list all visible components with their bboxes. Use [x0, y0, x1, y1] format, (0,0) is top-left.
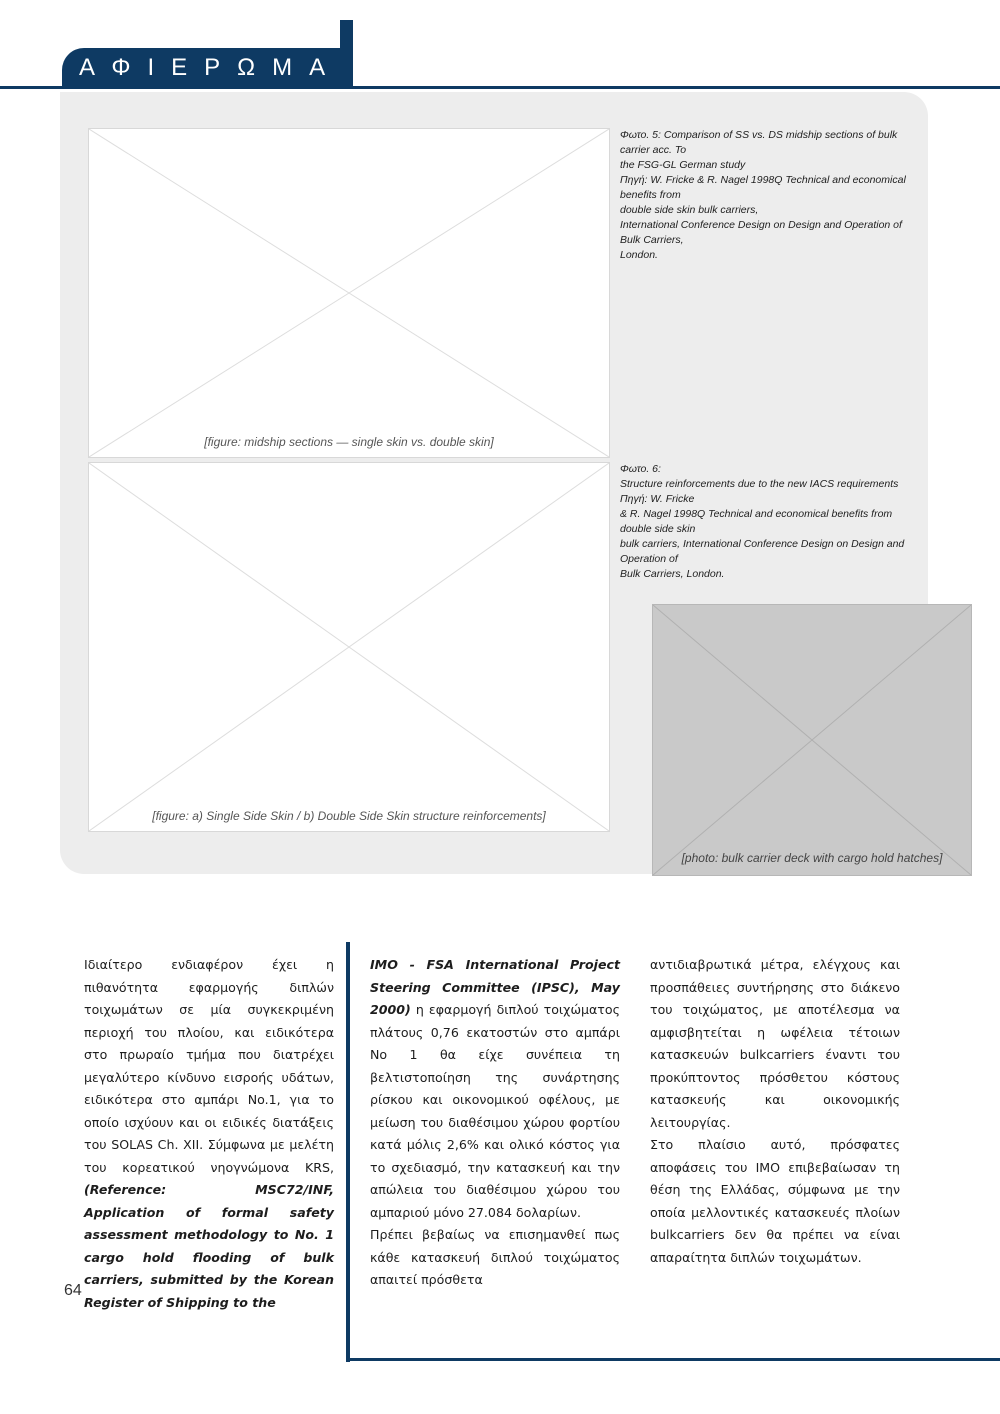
- caption-line: International Conference Design on Design and Operation of Bulk Carriers,: [620, 219, 902, 246]
- figure-placeholder-graphic: [89, 463, 609, 831]
- caption-line: bulk carriers, International Conference Design on Design and Operation of: [620, 538, 905, 565]
- article-column-1: [84, 954, 334, 1314]
- caption-line: Πηγή: W. Fricke & R. Nagel 1998Q Technical and economical benefits from: [620, 174, 906, 201]
- article-paragraph: αντιδιαβρωτικά μέτρα, ελέγχους και προσπάθειες συντήρησης στο διάκενο του τοιχώματος, με αποτέλεσμα να αμφισβητείται η ωφέλεια τέτοιων κατασκευών bulkcarriers έναντι του προκύπτοντος πρόσθετου κόστους κατασκευής και οικονομικής λειτουργίας.: [650, 957, 900, 1130]
- figure6-caption: [620, 462, 912, 582]
- header-rule: [0, 86, 1000, 89]
- paragraph-text: Ιδιαίτερο ενδιαφέρον έχει η πιθανότητα εφαρμογής διπλών τοιχωμάτων σε μία συγκεκριμένη περιοχή του πλοίου, και ειδικότερα στο πρωραίο τμήμα που διατρέχει μεγαλύτερο κίνδυνο εισροής υδάτων, ειδικότερα στο αμπάρι No.1, για το οποίο ισχύουν και οι ειδικές διατάξεις του SOLAS Ch. XII. Σύμφωνα με μελέτη του κορεατικού νηογνώμονα KRS,: [84, 957, 334, 1175]
- footer-rule: [346, 1358, 1000, 1361]
- caption-line: Structure reinforcements due to the new IACS requirements Πηγή: W. Fricke: [620, 478, 899, 505]
- figure5-caption: [620, 128, 910, 263]
- figure-midship-sections: [88, 128, 610, 458]
- article-paragraph: Πρέπει βεβαίως να επισημανθεί πως κάθε κατασκευή διπλού τοιχώματος απαιτεί πρόσθετα: [370, 1227, 620, 1287]
- photo-placeholder-graphic: [653, 605, 971, 875]
- photo-placeholder-label: [photo: bulk carrier deck with cargo hold hatches]: [681, 851, 943, 865]
- article-column-3: [650, 954, 900, 1269]
- caption-line: the FSG-GL German study: [620, 159, 746, 171]
- figure-structure-reinforcements: [88, 462, 610, 832]
- section-tab: [62, 48, 342, 86]
- figure-placeholder-label: [figure: a) Single Side Skin / b) Double Side Skin structure reinforcements]: [152, 809, 546, 823]
- caption-line: London.: [620, 249, 658, 261]
- article-paragraph: Στο πλαίσιο αυτό, πρόσφατες αποφάσεις του IMO επιβεβαίωσαν τη θέση της Ελλάδας, σύμφωνα με την οποία μελλοντικές κατασκευές πλοίων bulkcarriers δεν θα πρέπει να είναι απαραίτητα διπλών τοιχωμάτων.: [650, 1137, 900, 1265]
- caption-line: Φωτο. 5: Comparison of SS vs. DS midship sections of bulk carrier acc. To: [620, 129, 898, 156]
- caption-line: Φωτο. 6:: [620, 463, 661, 475]
- article-column-2: [370, 954, 620, 1292]
- column-divider: [346, 942, 350, 1362]
- ship-deck-photo: [652, 604, 972, 876]
- caption-line: double side skin bulk carriers,: [620, 204, 759, 216]
- figure-placeholder-graphic: [89, 129, 609, 457]
- article-paragraph: [370, 954, 620, 1224]
- paragraph-text: η εφαρμογή διπλού τοιχώματος πλάτους 0,76 εκατοστών στο αμπάρι No 1 θα είχε συνέπεια τη βελτιστοποίηση της συνάρτησης ρίσκου και οικονομικού οφέλους, με μείωση του διαθέσιμου χώρου φορτίου κατά μόλις 2,6% και ολικό κόστος για το σχεδιασμό, την κατασκευή και την απώλεια του διαθέσιμου χώρου του αμπαριού μόνο 27.084 δολαρίων.: [370, 1002, 620, 1220]
- reference-citation: IMO - FSA International Project Steering Committee (IPSC), May 2000): [370, 957, 620, 1017]
- caption-line: & R. Nagel 1998Q Technical and economical benefits from double side skin: [620, 508, 893, 535]
- article-paragraph: [84, 954, 334, 1314]
- caption-line: Bulk Carriers, London.: [620, 568, 725, 580]
- page-number: 64: [64, 1282, 82, 1299]
- section-title: ΑΦΙΕΡΩΜΑ: [79, 54, 343, 81]
- figure-placeholder-label: [figure: midship sections — single skin vs. double skin]: [204, 435, 494, 449]
- reference-citation: (Reference: MSC72/INF, Application of formal safety assessment methodology to No. 1 cargo hold flooding of bulk carriers, submitted by the Korean Register of Shipping to the: [84, 1182, 334, 1310]
